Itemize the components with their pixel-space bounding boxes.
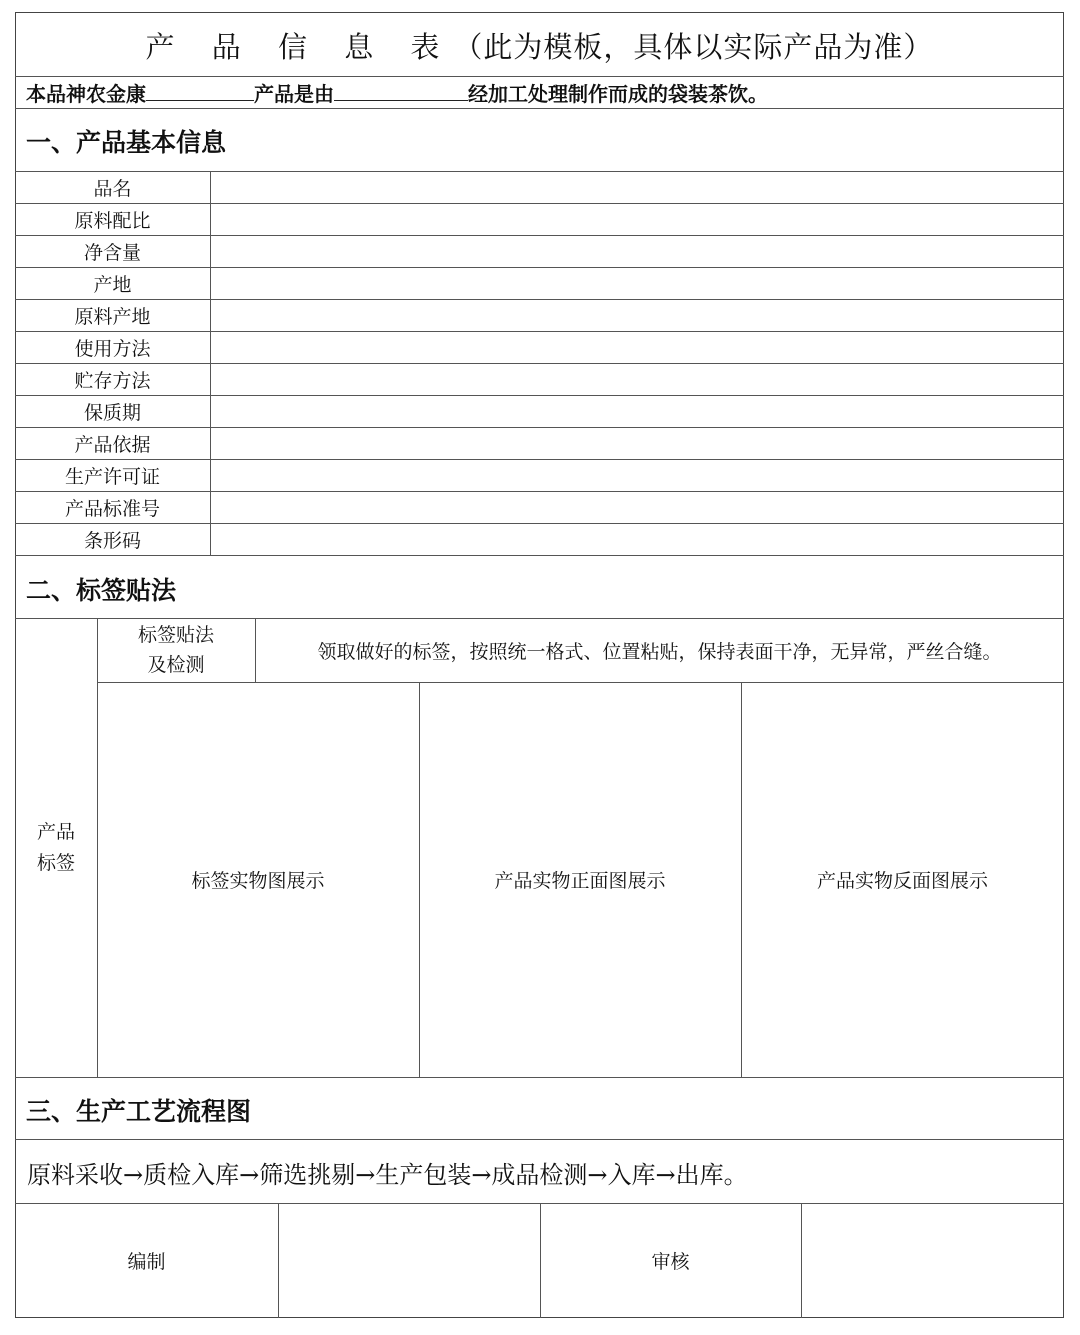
row-label-product-basis: 产品依据 bbox=[74, 434, 151, 456]
intro-middle: 产品是由 bbox=[254, 82, 334, 106]
row-label-ingredient-ratio: 原料配比 bbox=[74, 210, 151, 232]
label-method-text: 领取做好的标签，按照统一格式、位置粘贴，保持表面干净，无异常，严丝合缝。 bbox=[317, 640, 1002, 663]
row-label-net-content: 净含量 bbox=[83, 242, 141, 264]
side-label-line1: 产品 bbox=[36, 820, 75, 843]
row-label-ingredient-origin: 原料产地 bbox=[74, 306, 151, 328]
section2-heading: 二、标签贴法 bbox=[26, 576, 177, 605]
form-title bbox=[15, 14, 1064, 76]
form-title-main: 产 品 信 息 表 bbox=[145, 29, 454, 64]
compiled-by-label: 编制 bbox=[127, 1251, 166, 1273]
method-label-line2: 及检测 bbox=[147, 654, 205, 676]
product-front-image-placeholder[interactable]: 产品实物正面图展示 bbox=[494, 870, 666, 892]
row-label-standard-number: 产品标准号 bbox=[64, 498, 160, 520]
row-label-barcode: 条形码 bbox=[83, 530, 141, 552]
process-flow-text: 原料采收→质检入库→筛选挑剔→生产包装→成品检测→入库→出库。 bbox=[27, 1161, 748, 1189]
label-method-header bbox=[97, 618, 255, 682]
reviewed-by-field[interactable] bbox=[801, 1203, 1064, 1318]
intro-prefix: 本品神农金康 bbox=[26, 82, 146, 106]
row-label-product-name: 品名 bbox=[93, 178, 132, 200]
blank-material-field[interactable] bbox=[334, 80, 468, 101]
blank-brand-field[interactable] bbox=[146, 80, 254, 101]
product-back-image-placeholder[interactable]: 产品实物反面图展示 bbox=[816, 870, 988, 892]
compiled-by-field[interactable] bbox=[278, 1203, 540, 1318]
method-label-line1: 标签贴法 bbox=[137, 624, 214, 646]
row-label-origin: 产地 bbox=[93, 274, 132, 296]
label-image-placeholder[interactable]: 标签实物图展示 bbox=[191, 870, 325, 892]
intro-suffix: 经加工处理制作而成的袋装茶饮。 bbox=[468, 82, 768, 106]
reviewed-by-label: 审核 bbox=[651, 1251, 690, 1273]
form-title-note: （此为模板，具体以实际产品为准） bbox=[453, 29, 934, 64]
side-label-line2: 标签 bbox=[36, 851, 75, 874]
intro-line bbox=[26, 80, 768, 108]
section3-heading: 三、生产工艺流程图 bbox=[26, 1097, 252, 1126]
row-label-storage: 贮存方法 bbox=[74, 370, 151, 392]
section1-heading: 一、产品基本信息 bbox=[26, 128, 227, 157]
product-label-side-header bbox=[15, 618, 97, 1077]
row-label-production-license: 生产许可证 bbox=[64, 466, 160, 488]
row-label-usage: 使用方法 bbox=[74, 338, 151, 360]
row-label-shelf-life: 保质期 bbox=[83, 402, 141, 424]
